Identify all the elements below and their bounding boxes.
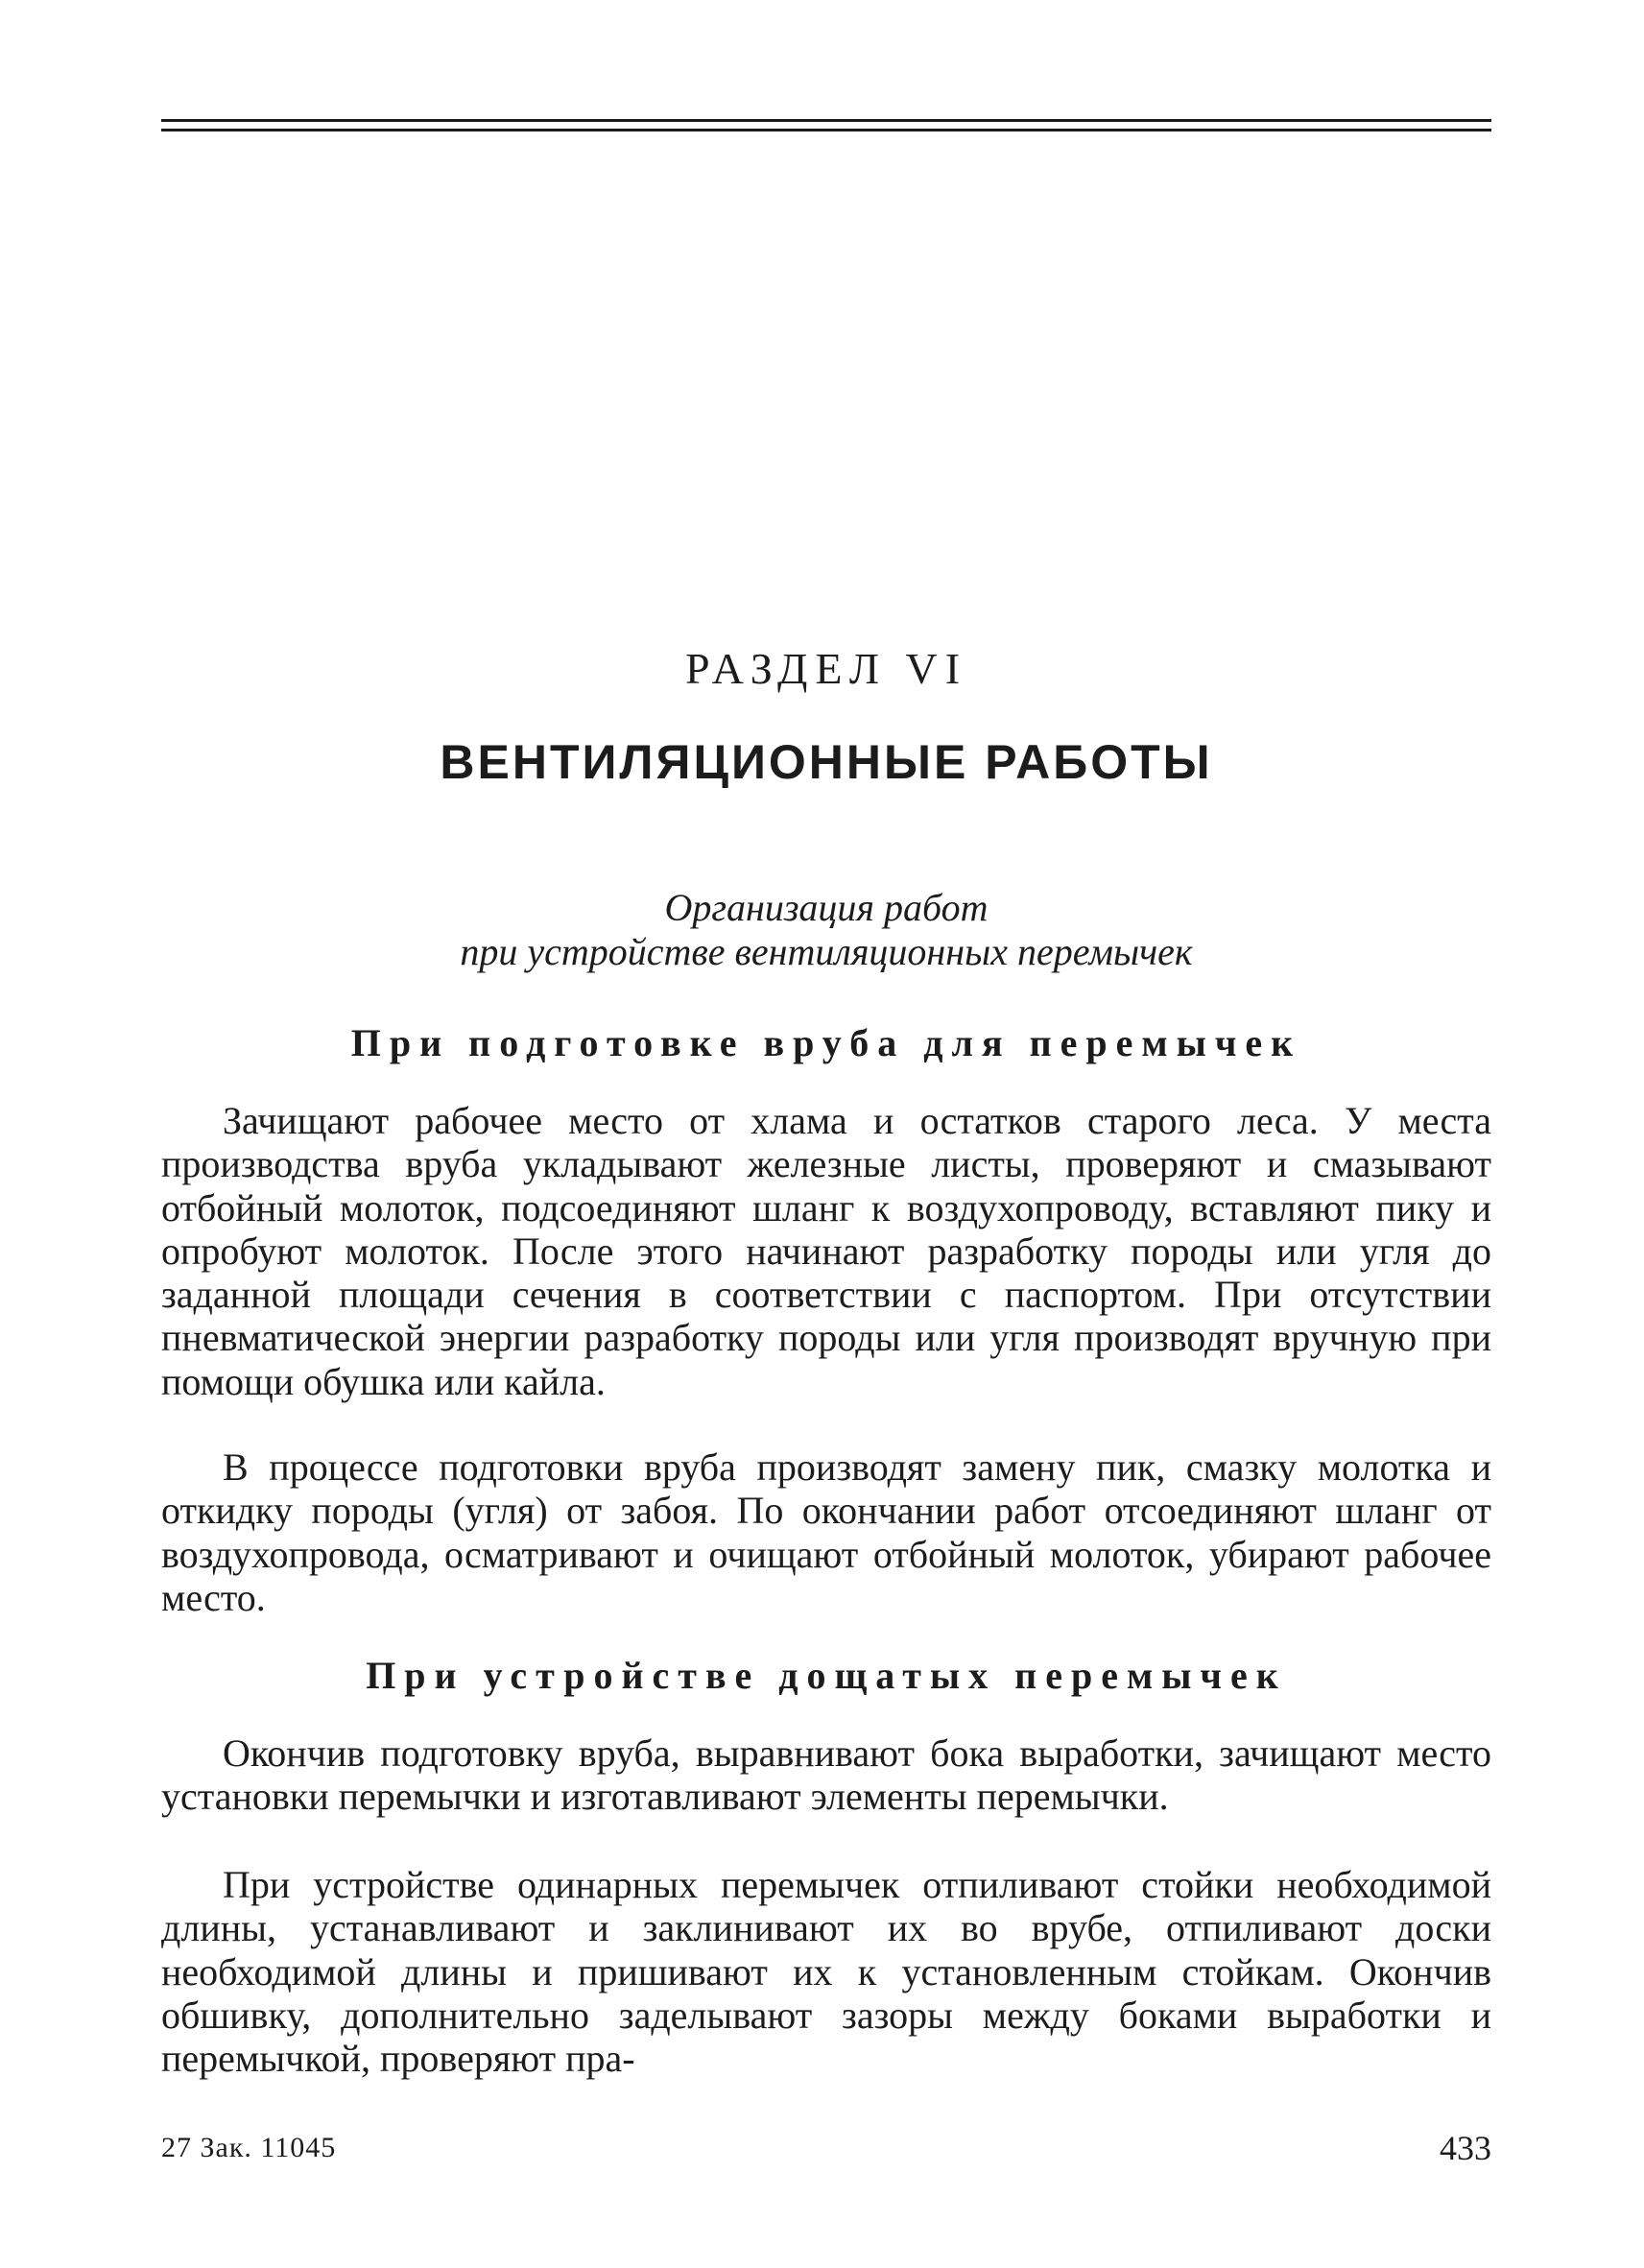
subtitle-line-2: при устройстве вентиляционных перемычек	[460, 930, 1193, 973]
paragraph: Зачищают рабочее место от хлама и остатков старого леса. У места производства вруба укладывают железные листы, проверяют и смазывают отбойный молоток, подсоединяют шланг к воздухопроводу, вставляют пику и опробуют молоток. После этого начинают разработку породы или угля до заданной площади сечения в соответствии с паспортом. При отсутствии пневматической энергии разработку породы или угля производят вручную при помощи обушка или кайла.	[161, 1099, 1491, 1403]
header-rule-upper	[161, 119, 1491, 122]
page-number: 433	[1440, 2129, 1491, 2167]
paragraph: В процессе подготовки вруба производят замену пик, смазку молотка и откидку породы (угля) от забоя. По окончании работ отсоединяют шланг от воздухопровода, осматривают и очищают отбойный молоток, убирают рабочее место.	[161, 1445, 1491, 1619]
subsection-heading-vrub: При подготовке вруба для перемычек	[350, 1021, 1302, 1064]
header-rule-lower	[161, 129, 1491, 131]
footer-order-number: 27 Зак. 11045	[161, 2132, 337, 2163]
paragraph: Окончив подготовку вруба, выравнивают бока выработки, зачищают место установки перемычки и изготавливают элементы перемычки.	[161, 1731, 1491, 1819]
subsection-heading-doshchatye: При устройстве дощатых перемычек	[366, 1654, 1287, 1697]
subtitle-line-1: Организация работ	[664, 886, 989, 929]
paragraph: При устройстве одинарных перемычек отпиливают стойки необходимой длины, устанавливают и заклинивают их во врубе, отпиливают доски необходимой длины и пришивают их к установленным стойкам. Окончив обшивку, дополнительно заделывают зазоры между боками выработки и перемычкой, проверяют пра-	[161, 1863, 1491, 2081]
section-title: ВЕНТИЛЯЦИОННЫЕ РАБОТЫ	[440, 735, 1213, 789]
section-label: РАЗДЕЛ VI	[684, 644, 968, 693]
